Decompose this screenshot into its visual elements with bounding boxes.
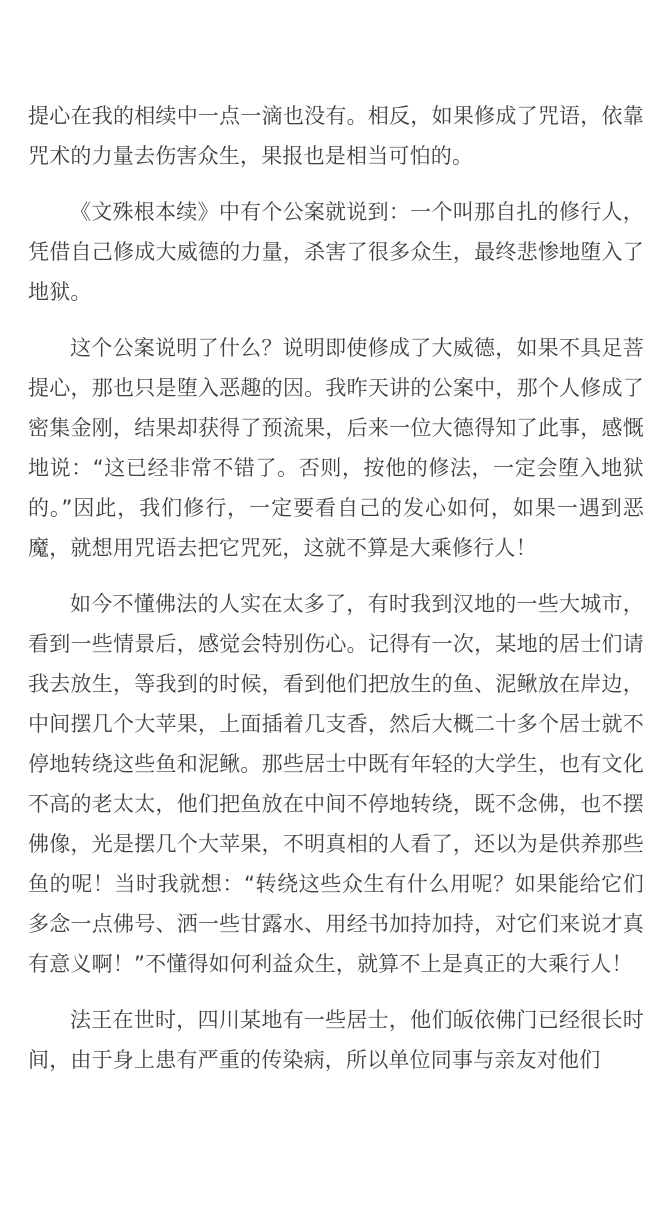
paragraph-1: 提心在我的相续中一点一滴也没有。相反，如果修成了咒语，依靠咒术的力量去伤害众生，果报也是相当可怕的。	[28, 104, 644, 168]
paragraph-3: 这个公案说明了什么？说明即使修成了大威德，如果不具足菩提心，那也只是堕入恶趣的因。我昨天讲的公案中，那个人修成了密集金刚，结果却获得了预流果，后来一位大德得知了此事，感慨地说：“这已经非常不错了。否则，按他的修法，一定会堕入地狱的。”因此，我们修行，一定要看自己的发心如何，如果一遇到恶魔，就想用咒语去把它咒死，这就不算是大乘修行人！	[28, 336, 644, 560]
paragraph-5: 法王在世时，四川某地有一些居士，他们皈依佛门已经很长时间，由于身上患有严重的传染病，所以单位同事与亲友对他们	[28, 1008, 644, 1072]
paragraph-2: 《文殊根本续》中有个公案就说到：一个叫那自扎的修行人，凭借自己修成大威德的力量，杀害了很多众生，最终悲惨地堕入了地狱。	[28, 200, 644, 304]
paragraph-4: 如今不懂佛法的人实在太多了，有时我到汉地的一些大城市，看到一些情景后，感觉会特别伤心。记得有一次，某地的居士们请我去放生，等我到的时候，看到他们把放生的鱼、泥鳅放在岸边，中间摆几个大苹果，上面插着几支香，然后大概二十多个居士就不停地转绕这些鱼和泥鳅。那些居士中既有年轻的大学生，也有文化不高的老太太，他们把鱼放在中间不停地转绕，既不念佛，也不摆佛像，光是摆几个大苹果，不明真相的人看了，还以为是供养那些鱼的呢！当时我就想：“转绕这些众生有什么用呢？如果能给它们多念一点佛号、洒一些甘露水、用经书加持加持，对它们来说才真有意义啊！”不懂得如何利益众生，就算不上是真正的大乘行人！	[28, 592, 644, 976]
document-body	[28, 96, 644, 1096]
